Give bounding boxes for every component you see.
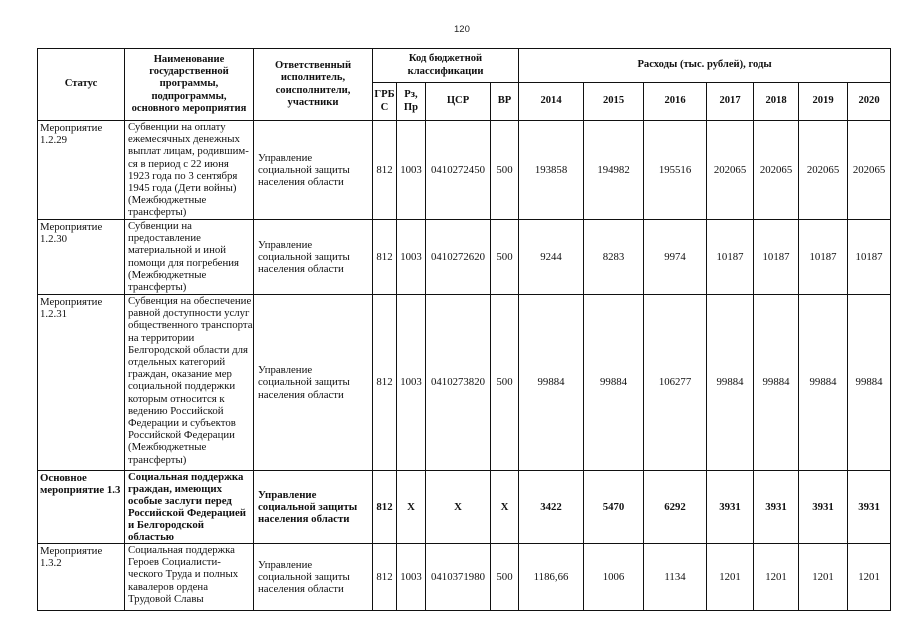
rzpr-cell: 1003 — [397, 544, 426, 611]
executor-line: социальной защиты — [258, 570, 350, 583]
name-line: и Белгородской — [128, 519, 204, 531]
header-year-2014: 2014 — [519, 83, 584, 121]
status-cell — [38, 121, 125, 220]
status-line: 1.2.29 — [40, 134, 67, 147]
vr-cell: 500 — [491, 544, 519, 611]
header-name-line: подпрограммы, — [151, 90, 227, 102]
grbs-cell: 812 — [373, 295, 397, 471]
expense-cell-2016: 1134 — [644, 544, 707, 611]
executor-cell — [254, 121, 373, 220]
name-line: Субвенция на обеспечение — [128, 295, 252, 307]
expense-cell-2017: 3931 — [707, 471, 754, 544]
executor-cell — [254, 295, 373, 471]
header-vr: ВР — [491, 83, 519, 121]
header-rzpr-line: Пр — [403, 101, 419, 113]
rzpr-cell: 1003 — [397, 295, 426, 471]
header-status: Статус — [38, 49, 125, 121]
executor-line: Управление — [258, 489, 317, 501]
status-line: 1.3.2 — [40, 557, 62, 570]
header-rzpr — [397, 83, 426, 121]
executor-line: социальной защиты — [258, 163, 350, 176]
executor-cell — [254, 544, 373, 611]
name-line: кавалеров ордена — [128, 580, 209, 593]
executor-line: населения области — [258, 388, 344, 401]
header-csr: ЦСР — [426, 83, 491, 121]
expense-cell-2014: 99884 — [519, 295, 584, 471]
executor-line: социальной защиты — [258, 250, 350, 263]
header-expenses: Расходы (тыс. рублей), годы — [519, 49, 891, 83]
expense-cell-2019: 3931 — [799, 471, 848, 544]
header-name-line: Наименование — [153, 53, 225, 65]
expense-cell-2015: 1006 — [584, 544, 644, 611]
expense-cell-2019: 202065 — [799, 121, 848, 220]
vr-cell: 500 — [491, 121, 519, 220]
header-name-line: основного мероприятия — [131, 102, 247, 114]
name-line: 1923 года по 3 сентября — [128, 169, 238, 182]
grbs-cell: 812 — [373, 471, 397, 544]
name-line: ведению Российской — [128, 404, 224, 417]
expense-cell-2014: 3422 — [519, 471, 584, 544]
expense-cell-2018: 3931 — [754, 471, 799, 544]
name-line: равной доступности услуг — [128, 307, 250, 320]
expense-cell-2016: 106277 — [644, 295, 707, 471]
header-budget-code — [373, 49, 519, 83]
name-line: социальной поддержки — [128, 380, 236, 393]
executor-line: социальной защиты — [258, 376, 350, 389]
grbs-cell: 812 — [373, 544, 397, 611]
header-executor-line: соисполнители, — [275, 84, 351, 96]
header-rzpr-line: Рз, — [404, 89, 418, 101]
name-line: Федерации и субъектов — [128, 417, 236, 430]
rzpr-cell: 1003 — [397, 220, 426, 295]
table-row — [38, 471, 891, 544]
grbs-cell: 812 — [373, 220, 397, 295]
csr-cell: 0410272450 — [426, 121, 491, 220]
rzpr-cell: 1003 — [397, 121, 426, 220]
expense-cell-2018: 99884 — [754, 295, 799, 471]
expense-cell-2014: 1186,66 — [519, 544, 584, 611]
csr-cell: 0410272620 — [426, 220, 491, 295]
name-line: на территории — [128, 331, 195, 344]
table-row — [38, 121, 891, 220]
expense-cell-2015: 99884 — [584, 295, 644, 471]
name-line: граждан, имеющих — [128, 483, 222, 495]
name-line: Белгородской области для — [128, 343, 248, 356]
name-line: выплат лицам, родившим- — [128, 145, 249, 158]
header-year-2015: 2015 — [584, 83, 644, 121]
name-line: Субвенции на оплату — [128, 121, 226, 133]
header-year-2016: 2016 — [644, 83, 707, 121]
status-line: Мероприятие — [40, 221, 103, 233]
name-line: Российской Федерацией — [128, 507, 246, 519]
status-line: Основное — [40, 472, 87, 484]
name-line: Российской Федерации — [128, 429, 235, 442]
expense-cell-2016: 6292 — [644, 471, 707, 544]
csr-cell: Х — [426, 471, 491, 544]
executor-line: населения области — [258, 583, 344, 596]
header-name-line: государственной — [149, 66, 229, 78]
header-budget-code-line: классификации — [407, 65, 484, 77]
table-body — [38, 121, 891, 611]
status-cell — [38, 544, 125, 611]
vr-cell: 500 — [491, 220, 519, 295]
expense-cell-2018: 10187 — [754, 220, 799, 295]
header-grbs-line: ГРБ — [374, 89, 395, 101]
name-line: Трудовой Славы — [128, 592, 204, 605]
expense-cell-2020: 202065 — [848, 121, 891, 220]
header-year-2020: 2020 — [848, 83, 891, 121]
executor-line: Управление — [258, 238, 313, 251]
name-line: ческого Труда и полных — [128, 568, 239, 581]
name-line: областью — [128, 531, 175, 543]
expense-cell-2016: 195516 — [644, 121, 707, 220]
executor-cell — [254, 471, 373, 544]
expense-cell-2020: 3931 — [848, 471, 891, 544]
expense-cell-2020: 99884 — [848, 295, 891, 471]
header-name — [125, 49, 254, 121]
table-row — [38, 544, 891, 611]
name-line: материальной и иной — [128, 244, 227, 257]
csr-cell: 0410371980 — [426, 544, 491, 611]
name-line: помощи для погребения — [128, 256, 240, 269]
executor-line: Управление — [258, 364, 313, 377]
vr-cell: Х — [491, 471, 519, 544]
executor-line: Управление — [258, 151, 313, 164]
name-line: (Межбюджетные — [128, 441, 207, 454]
header-executor-line: исполнитель, — [280, 72, 346, 84]
expense-cell-2019: 1201 — [799, 544, 848, 611]
name-line: Социальная поддержка — [128, 544, 235, 556]
vr-cell: 500 — [491, 295, 519, 471]
status-cell — [38, 295, 125, 471]
table-row — [38, 220, 891, 295]
expense-cell-2014: 9244 — [519, 220, 584, 295]
expense-cell-2017: 99884 — [707, 295, 754, 471]
header-executor-line: участники — [287, 96, 339, 108]
csr-cell: 0410273820 — [426, 295, 491, 471]
expense-cell-2020: 10187 — [848, 220, 891, 295]
name-line: (Межбюджетные — [128, 194, 207, 207]
name-line: (Межбюджетные — [128, 268, 207, 281]
header-executor — [254, 49, 373, 121]
name-line: трансферты) — [128, 206, 187, 219]
status-line: Мероприятие — [40, 296, 103, 308]
executor-cell — [254, 220, 373, 295]
status-cell — [38, 220, 125, 295]
header-grbs-line: С — [380, 101, 389, 113]
executor-line: Управление — [258, 558, 313, 571]
expense-cell-2020: 1201 — [848, 544, 891, 611]
header-executor-line: Ответственный — [274, 60, 352, 72]
status-line: Мероприятие — [40, 545, 103, 557]
budget-table — [37, 48, 891, 611]
status-line: 1.2.31 — [40, 308, 67, 321]
name-line: ежемесячных денежных — [128, 133, 240, 146]
status-line: мероприятие 1.3 — [40, 484, 121, 496]
status-cell — [38, 471, 125, 544]
expense-cell-2017: 202065 — [707, 121, 754, 220]
header-name-line: программы, — [159, 78, 219, 90]
name-line: Героев Социалисти- — [128, 556, 221, 569]
name-line: которым относится к — [128, 392, 225, 405]
header-row-top — [38, 49, 891, 83]
name-line: Социальная поддержка — [128, 471, 244, 483]
header-year-2017: 2017 — [707, 83, 754, 121]
expense-cell-2019: 99884 — [799, 295, 848, 471]
name-line: трансферты) — [128, 453, 187, 466]
header-grbs — [373, 83, 397, 121]
executor-line: населения области — [258, 176, 344, 189]
executor-line: населения области — [258, 513, 350, 525]
grbs-cell: 812 — [373, 121, 397, 220]
header-budget-code-line: Код бюджетной — [408, 53, 483, 65]
page-number: 120 — [454, 24, 470, 35]
name-cell — [125, 295, 254, 471]
status-line: 1.2.30 — [40, 233, 67, 246]
expense-cell-2016: 9974 — [644, 220, 707, 295]
name-line: отдельных категорий — [128, 356, 226, 369]
name-line: общественного транспорта — [128, 319, 253, 332]
table-header — [38, 49, 891, 121]
name-cell — [125, 544, 254, 611]
expense-cell-2015: 5470 — [584, 471, 644, 544]
table-row — [38, 295, 891, 471]
name-line: ся в период с 22 июня — [128, 157, 229, 170]
expense-cell-2015: 8283 — [584, 220, 644, 295]
name-cell — [125, 121, 254, 220]
header-year-2019: 2019 — [799, 83, 848, 121]
name-line: трансферты) — [128, 281, 187, 294]
executor-line: социальной защиты — [258, 501, 358, 513]
expense-cell-2018: 202065 — [754, 121, 799, 220]
name-line: предоставление — [128, 232, 201, 245]
executor-line: населения области — [258, 263, 344, 276]
status-line: Мероприятие — [40, 122, 103, 134]
name-line: 1945 года (Дети войны) — [128, 182, 237, 195]
expense-cell-2015: 194982 — [584, 121, 644, 220]
expense-cell-2017: 1201 — [707, 544, 754, 611]
expense-cell-2018: 1201 — [754, 544, 799, 611]
name-cell — [125, 220, 254, 295]
rzpr-cell: Х — [397, 471, 426, 544]
header-year-2018: 2018 — [754, 83, 799, 121]
expense-cell-2019: 10187 — [799, 220, 848, 295]
expense-cell-2014: 193858 — [519, 121, 584, 220]
name-cell — [125, 471, 254, 544]
expense-cell-2017: 10187 — [707, 220, 754, 295]
name-line: граждан, оказание мер — [128, 368, 232, 381]
name-line: особые заслуги перед — [128, 495, 232, 507]
name-line: Субвенции на — [128, 220, 192, 232]
